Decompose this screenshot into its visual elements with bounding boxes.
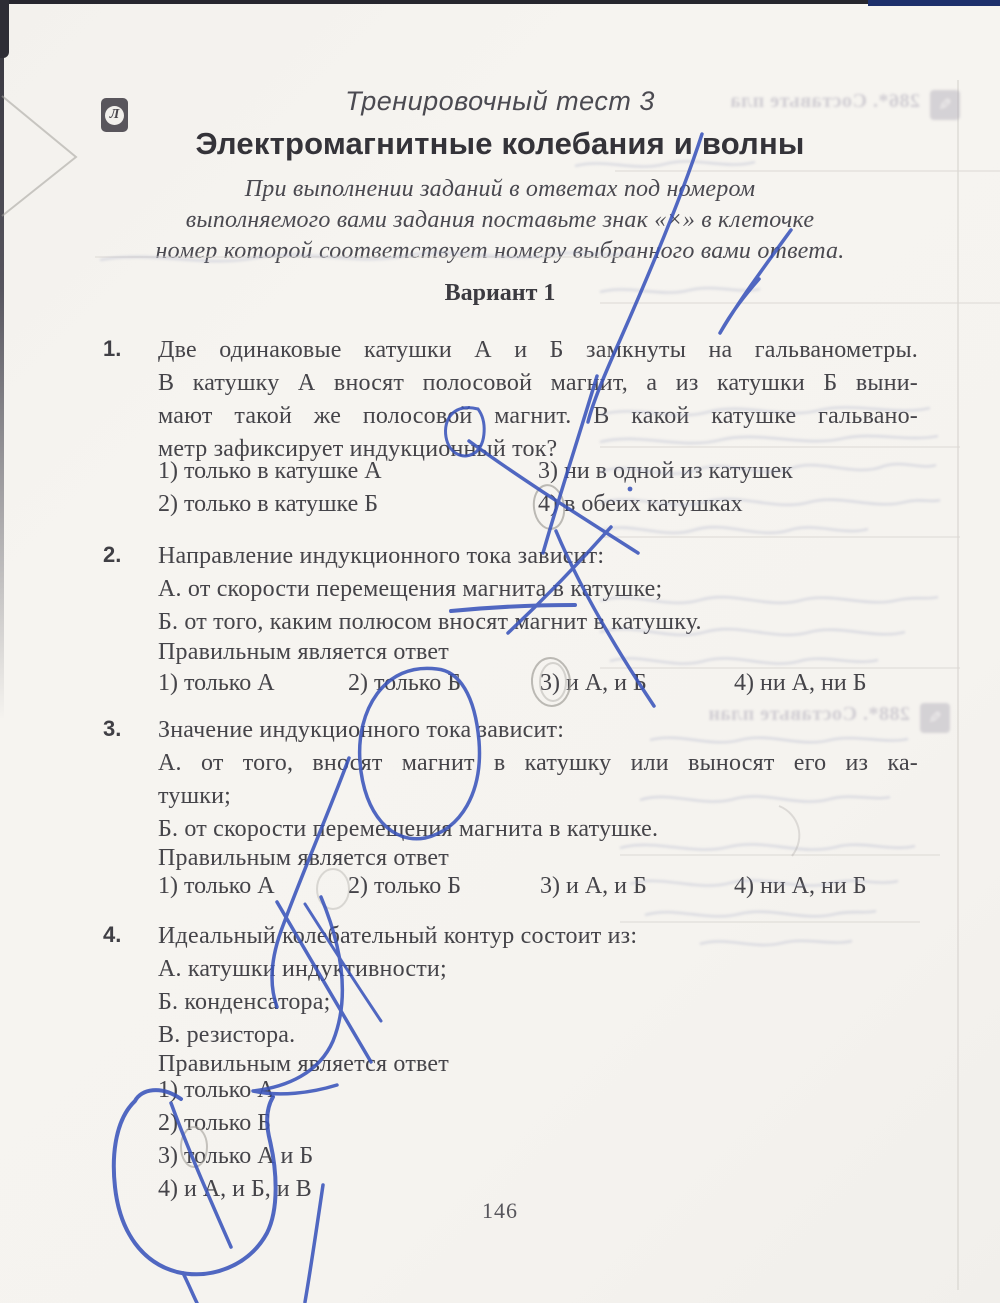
page-title: Электромагнитные колебания и волны — [195, 126, 805, 161]
question-2-text-line: Б. от того, каким полюсом вносят магнит в катушку. — [158, 609, 702, 635]
scan-edge-top-right — [868, 0, 1000, 6]
question-2-option-1: 1) только А — [158, 670, 275, 696]
question-4-text-line: Правильным является ответ — [158, 1051, 449, 1077]
question-4-number: 4. — [103, 922, 122, 947]
question-1-option-1: 1) только в катушке А — [158, 458, 382, 484]
question-4-option-2: 2) только Б — [158, 1110, 271, 1136]
instructions-line: выполняемого вами задания поставьте знак «×» в клеточке — [185, 207, 815, 233]
question-3-option-2: 2) только Б — [348, 873, 461, 899]
question-4-option-1: 1) только А — [158, 1077, 275, 1103]
question-3-option-3: 3) и А, и Б — [540, 873, 647, 899]
question-2-number: 2. — [103, 542, 122, 567]
instructions-line: номер которой соответствует номеру выбранного вами ответа. — [155, 238, 845, 264]
question-1-text-line: мают такой же полосовой магнит. В какой катушке гальвано- — [158, 403, 918, 429]
question-2-text-line: Направление индукционного тока зависит: — [158, 543, 605, 569]
margin-topic-icon-letter: Л — [105, 106, 124, 125]
question-1-number: 1. — [103, 336, 122, 361]
test-pretitle: Тренировочный тест 3 — [345, 86, 655, 116]
bleed-text-fragment: 286*. Составьте пла — [730, 90, 920, 112]
question-1-text-line: В катушку А вносят полосовой магнит, а из катушки Б выни- — [158, 370, 918, 396]
question-4-text-line: А. катушки индуктивности; — [158, 956, 447, 982]
scan-edge-top — [0, 0, 1000, 4]
question-2-option-2: 2) только Б — [348, 670, 461, 696]
bleed-task-pencil-icon: ✎ — [920, 703, 950, 733]
question-2-text-line: А. от скорости перемещения магнита в катушке; — [158, 576, 663, 602]
question-3-option-1: 1) только А — [158, 873, 275, 899]
question-4-option-3: 3) только А и Б — [158, 1143, 314, 1169]
bleed-text-fragment: 288*. Составьте план — [708, 703, 910, 725]
question-4-text-line: Б. конденсатора; — [158, 989, 331, 1015]
question-2-option-4: 4) ни А, ни Б — [734, 670, 867, 696]
question-3-text-line: Б. от скорости перемещения магнита в катушке. — [158, 816, 659, 842]
variant-heading: Вариант 1 — [444, 280, 556, 306]
page-number: 146 — [482, 1198, 518, 1223]
pencil-circle-q3-option-2 — [317, 869, 349, 909]
question-3-option-4: 4) ни А, ни Б — [734, 873, 867, 899]
bleed-task-pencil-icon: ✎ — [930, 90, 960, 120]
question-1-option-2: 2) только в катушке Б — [158, 491, 379, 517]
question-3-text-line: Правильным является ответ — [158, 845, 449, 871]
question-3-number: 3. — [103, 716, 122, 741]
question-3-text-line: тушки; — [158, 783, 232, 809]
question-2-text-line: Правильным является ответ — [158, 639, 449, 665]
instructions-line: При выполнении заданий в ответах под номером — [244, 176, 756, 202]
question-2-option-3: 3) и А, и Б — [540, 670, 647, 696]
question-4-text-line: Идеальный колебательный контур состоит из: — [158, 923, 638, 949]
question-4-option-4: 4) и А, и Б, и В — [158, 1176, 312, 1202]
question-3-text-line: А. от того, вносят магнит в катушку или выносят его из ка- — [158, 750, 918, 776]
question-1-text-line: Две одинаковые катушки А и Б замкнуты на гальванометры. — [158, 337, 918, 363]
question-1-option-4: 4) в обеих катушках — [538, 491, 743, 517]
question-1-text-line: метр зафиксирует индукционный ток? — [158, 436, 558, 462]
pen-loop-tail — [183, 1273, 197, 1303]
question-1-option-3: 3) ни в одной из катушек — [538, 458, 793, 484]
question-3-text-line: Значение индукционного тока зависит: — [158, 717, 565, 743]
scan-corner-mark — [0, 0, 9, 58]
question-4-text-line: В. резистора. — [158, 1022, 296, 1048]
